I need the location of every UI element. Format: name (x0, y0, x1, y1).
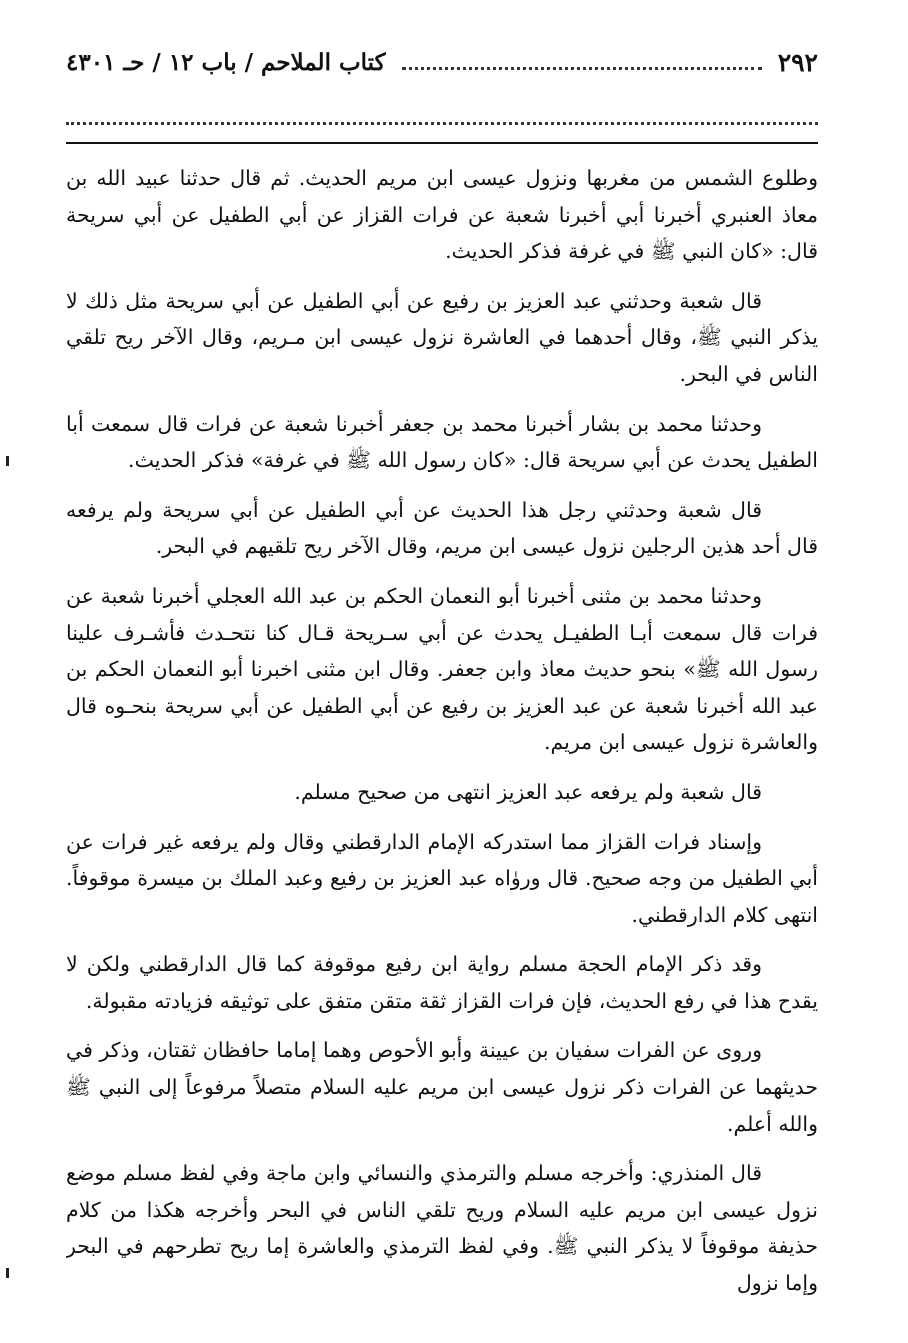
page-header (66, 44, 818, 80)
paragraph: قال شعبة وحدثني رجل هذا الحديث عن أبي الطفيل عن أبي سريحة ولم يرفعه قال أحد هذين الرجلين نزول عيسى ابن مريم، وقال الآخر ريح تلقيهم في البحر. (66, 497, 818, 559)
scan-mark (6, 456, 9, 466)
paragraph: وطلوع الشمس من مغربها ونزول عيسى ابن مريم الحديث. ثم قال حدثنا عبيد الله بن معاذ العنبري أخبرنا أبي أخبرنا شعبة عن فرات القزاز عن أبي الطفيل عن أبي سريحة قال: «كان النبي ﷺ في غرفة فذكر الحديث. (66, 166, 818, 264)
dotted-separator (66, 114, 818, 125)
paragraph: وروى عن الفرات سفيان بن عيينة وأبو الأحوص وهما إماما حافظان ثقتان، وذكر في حديثهما عن الفرات ذكر نزول عيسى ابن مريم عليه السلام متصلاً مرفوعاً إلى النبي ﷺ والله أعلم. (66, 1038, 818, 1136)
dotted-leader (402, 55, 762, 70)
running-title: كتاب الملاحم / باب ١٢ / حـ ٤٣٠١ (66, 48, 386, 76)
paragraph: قال شعبة ولم يرفعه عبد العزيز انتهى من صحيح مسلم. (294, 779, 762, 804)
header-rule (66, 142, 818, 144)
paragraph: وإسناد فرات القزاز مما استدركه الإمام الدارقطني وقال ولم يرفعه غير فرات عن أبي الطفيل من وجه صحيح. قال وروٰاه عبد العزيز بن رفيع وعبد الملك بن ميسرة موقوفاً. انتهى كلام الدارقطني. (66, 829, 818, 927)
paragraph: وحدثنا محمد بن مثنى أخبرنا أبو النعمان الحكم بن عبد الله العجلي أخبرنا شعبة عن فرات قال سمعت أبـا الطفيـل يحدث عن أبي سـريحة قـال كنا نتحـدث فأشـرف علينا رسول الله ﷺ» بنحو حديث معاذ وابن جعفر. وقال ابن مثنى اخبرنا أبو النعمان الحكم بن عبد الله أخبرنا شعبة عن عبد العزيز بن رفيع عن أبي الطفيل عن أبي سريحة بنحـوه قال والعاشرة نزول عيسى ابن مريم. (66, 583, 818, 755)
paragraph: وحدثنا محمد بن بشار أخبرنا محمد بن جعفر أخبرنا شعبة عن فرات قال سمعت أبا الطفيل يحدث عن أبي سريحة قال: «كان رسول الله ﷺ في غرفة» فذكر الحديث. (66, 411, 818, 473)
scan-mark (6, 1268, 9, 1278)
page-number: ٢٩٢ (777, 47, 818, 77)
paragraph: وقد ذكر الإمام الحجة مسلم رواية ابن رفيع موقوفة كما قال الدارقطني ولكن لا يقدح هذا في رفع الحديث، فإن فرات القزاز ثقة متقن متفق على توثيقه فزيادته مقبولة. (66, 952, 818, 1013)
main-text (66, 160, 818, 1300)
paragraph: قال المنذري: وأخرجه مسلم والترمذي والنسائي وابن ماجة وفي لفظ مسلم موضع نزول عيسى ابن مريم عليه السلام وريح تلقي الناس في البحر وأخرجه هكذا من كلام حذيفة موقوفاً لا يذكر النبي ﷺ. وفي لفظ الترمذي والعاشرة إما ريح تطرحهم في البحر وإما نزول (66, 1161, 818, 1296)
paragraph: قال شعبة وحدثني عبد العزيز بن رفيع عن أبي الطفيل عن أبي سريحة مثل ذلك لا يذكر النبي ﷺ، وقال أحدهما في العاشرة نزول عيسى ابن مـريم، وقال الآخر ريح تلقي الناس في البحر. (66, 288, 818, 386)
